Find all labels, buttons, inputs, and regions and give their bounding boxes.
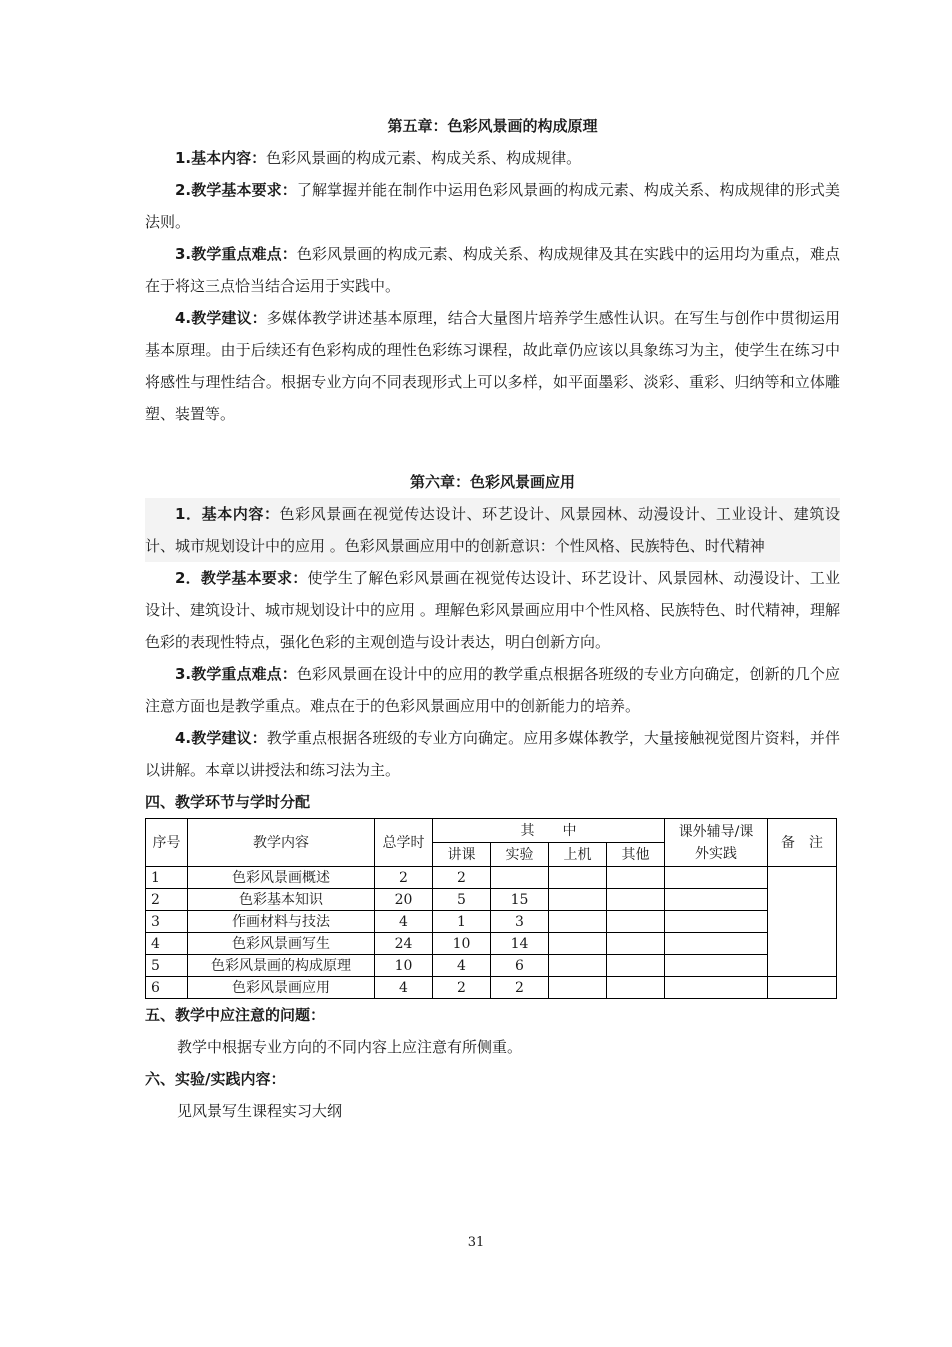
cell-seq: 6 — [146, 977, 188, 999]
cell-extra — [665, 955, 768, 977]
cell-seq: 3 — [146, 911, 188, 933]
cell-seq: 4 — [146, 933, 188, 955]
ch5-key-points-text: 色彩风景画的构成元素、构成关系、构成规律及其在实践中的运用均为重点，难点在于将这三点恰当结合运用于实践中。 — [145, 245, 840, 295]
cell-other — [607, 867, 665, 889]
ch6-requirements — [145, 562, 840, 658]
table-row — [146, 867, 837, 889]
cell-lecture: 2 — [433, 977, 491, 999]
cell-content: 色彩风景画的构成原理 — [188, 955, 375, 977]
cell-computer — [549, 977, 607, 999]
ch5-suggestions — [145, 302, 840, 430]
cell-experiment — [491, 867, 549, 889]
cell-note — [768, 977, 837, 999]
ch6-key-points-text: 色彩风景画在设计中的应用的教学重点根据各班级的专业方向确定，创新的几个应注意方面也是教学重点。难点在于的色彩风景画应用中的创新能力的培养。 — [145, 665, 840, 715]
ch6-requirements-text: 使学生了解色彩风景画在视觉传达设计、环艺设计、风景园林、动漫设计、工业设计、建筑设计、城市规划设计中的应用 。理解色彩风景画应用中个性风格、民族特色、时代精神，理解色彩的表现性特点，强化色彩的主观创造与设计表达，明白创新方向。 — [145, 569, 840, 651]
cell-other — [607, 889, 665, 911]
cell-extra — [665, 911, 768, 933]
document-page — [145, 110, 840, 1127]
header-computer: 上机 — [549, 843, 607, 867]
cell-extra — [665, 933, 768, 955]
header-experiment: 实验 — [491, 843, 549, 867]
header-total: 总学时 — [375, 819, 433, 867]
cell-computer — [549, 889, 607, 911]
ch5-key-points — [145, 238, 840, 302]
cell-content: 色彩风景画概述 — [188, 867, 375, 889]
cell-total: 2 — [375, 867, 433, 889]
page-number: 31 — [467, 1235, 485, 1250]
cell-extra — [665, 977, 768, 999]
cell-experiment: 14 — [491, 933, 549, 955]
cell-lecture: 10 — [433, 933, 491, 955]
section-5-title: 五、教学中应注意的问题： — [145, 1006, 326, 1024]
table-row — [146, 955, 837, 977]
ch5-basic-content-label: 1.基本内容： — [175, 149, 267, 167]
cell-experiment: 3 — [491, 911, 549, 933]
hours-allocation-table — [145, 818, 837, 999]
cell-seq: 2 — [146, 889, 188, 911]
cell-other — [607, 977, 665, 999]
header-lecture: 讲课 — [433, 843, 491, 867]
header-extra: 课外辅导/课外实践 — [665, 819, 768, 867]
ch6-key-points — [145, 658, 840, 722]
section-6-text: 见风景写生课程实习大纲 — [177, 1102, 343, 1120]
header-content: 教学内容 — [188, 819, 375, 867]
cell-lecture: 1 — [433, 911, 491, 933]
ch6-key-points-label: 3.教学重点难点： — [175, 665, 297, 683]
table-row — [146, 911, 837, 933]
table-row — [146, 977, 837, 999]
cell-note-merged — [768, 867, 837, 977]
cell-total: 10 — [375, 955, 433, 977]
table-row — [146, 933, 837, 955]
header-note: 备 注 — [768, 819, 837, 867]
ch6-suggestions — [145, 722, 840, 786]
cell-total: 20 — [375, 889, 433, 911]
ch5-basic-content-text: 色彩风景画的构成元素、构成关系、构成规律。 — [266, 149, 582, 167]
cell-experiment: 6 — [491, 955, 549, 977]
cell-lecture: 4 — [433, 955, 491, 977]
ch5-requirements-label: 2.教学基本要求： — [175, 181, 297, 199]
cell-other — [607, 933, 665, 955]
ch5-basic-content — [145, 142, 840, 174]
header-seq: 序号 — [146, 819, 188, 867]
cell-other — [607, 911, 665, 933]
chapter-6-title: 第六章：色彩风景画应用 — [409, 473, 575, 491]
cell-content: 色彩风景画应用 — [188, 977, 375, 999]
ch6-suggestions-text: 教学重点根据各班级的专业方向确定。应用多媒体教学，大量接触视觉图片资料，并伴以讲解。本章以讲授法和练习法为主。 — [145, 729, 840, 779]
cell-other — [607, 955, 665, 977]
cell-computer — [549, 933, 607, 955]
cell-content: 色彩基本知识 — [188, 889, 375, 911]
cell-experiment: 15 — [491, 889, 549, 911]
header-among: 其 中 — [433, 819, 665, 843]
ch5-suggestions-text: 多媒体教学讲述基本原理，结合大量图片培养学生感性认识。在写生与创作中贯彻运用基本原理。由于后续还有色彩构成的理性色彩练习课程，故此章仍应该以具象练习为主，使学生在练习中将感性与理性结合。根据专业方向不同表现形式上可以多样，如平面墨彩、淡彩、重彩、归纳等和立体雕塑、装置等。 — [145, 309, 840, 423]
section-4-title: 四、教学环节与学时分配 — [145, 793, 311, 811]
ch5-requirements — [145, 174, 840, 238]
cell-total: 4 — [375, 977, 433, 999]
cell-seq: 5 — [146, 955, 188, 977]
cell-content: 作画材料与技法 — [188, 911, 375, 933]
cell-computer — [549, 955, 607, 977]
cell-content: 色彩风景画写生 — [188, 933, 375, 955]
table-row — [146, 889, 837, 911]
cell-computer — [549, 867, 607, 889]
cell-seq: 1 — [146, 867, 188, 889]
header-other: 其他 — [607, 843, 665, 867]
ch5-suggestions-label: 4.教学建议： — [175, 309, 267, 327]
ch6-suggestions-label: 4.教学建议： — [175, 729, 267, 747]
cell-total: 24 — [375, 933, 433, 955]
cell-extra — [665, 867, 768, 889]
ch6-basic-content — [145, 498, 840, 562]
section-6-title: 六、实验/实践内容： — [145, 1070, 286, 1088]
ch6-basic-content-label: 1．基本内容： — [175, 505, 280, 523]
cell-extra — [665, 889, 768, 911]
ch6-basic-content-text: 色彩风景画在视觉传达设计、环艺设计、风景园林、动漫设计、工业设计、建筑设计、城市规划设计中的应用 。色彩风景画应用中的创新意识：个性风格、民族特色、时代精神 — [145, 505, 840, 555]
ch6-requirements-label: 2．教学基本要求： — [175, 569, 308, 587]
cell-total: 4 — [375, 911, 433, 933]
cell-lecture: 2 — [433, 867, 491, 889]
chapter-5-title: 第五章：色彩风景画的构成原理 — [387, 117, 598, 135]
cell-computer — [549, 911, 607, 933]
section-5-text: 教学中根据专业方向的不同内容上应注意有所侧重。 — [177, 1038, 523, 1056]
ch5-requirements-text: 了解掌握并能在制作中运用色彩风景画的构成元素、构成关系、构成规律的形式美法则。 — [145, 181, 840, 231]
ch5-key-points-label: 3.教学重点难点： — [175, 245, 297, 263]
cell-experiment: 2 — [491, 977, 549, 999]
cell-lecture: 5 — [433, 889, 491, 911]
